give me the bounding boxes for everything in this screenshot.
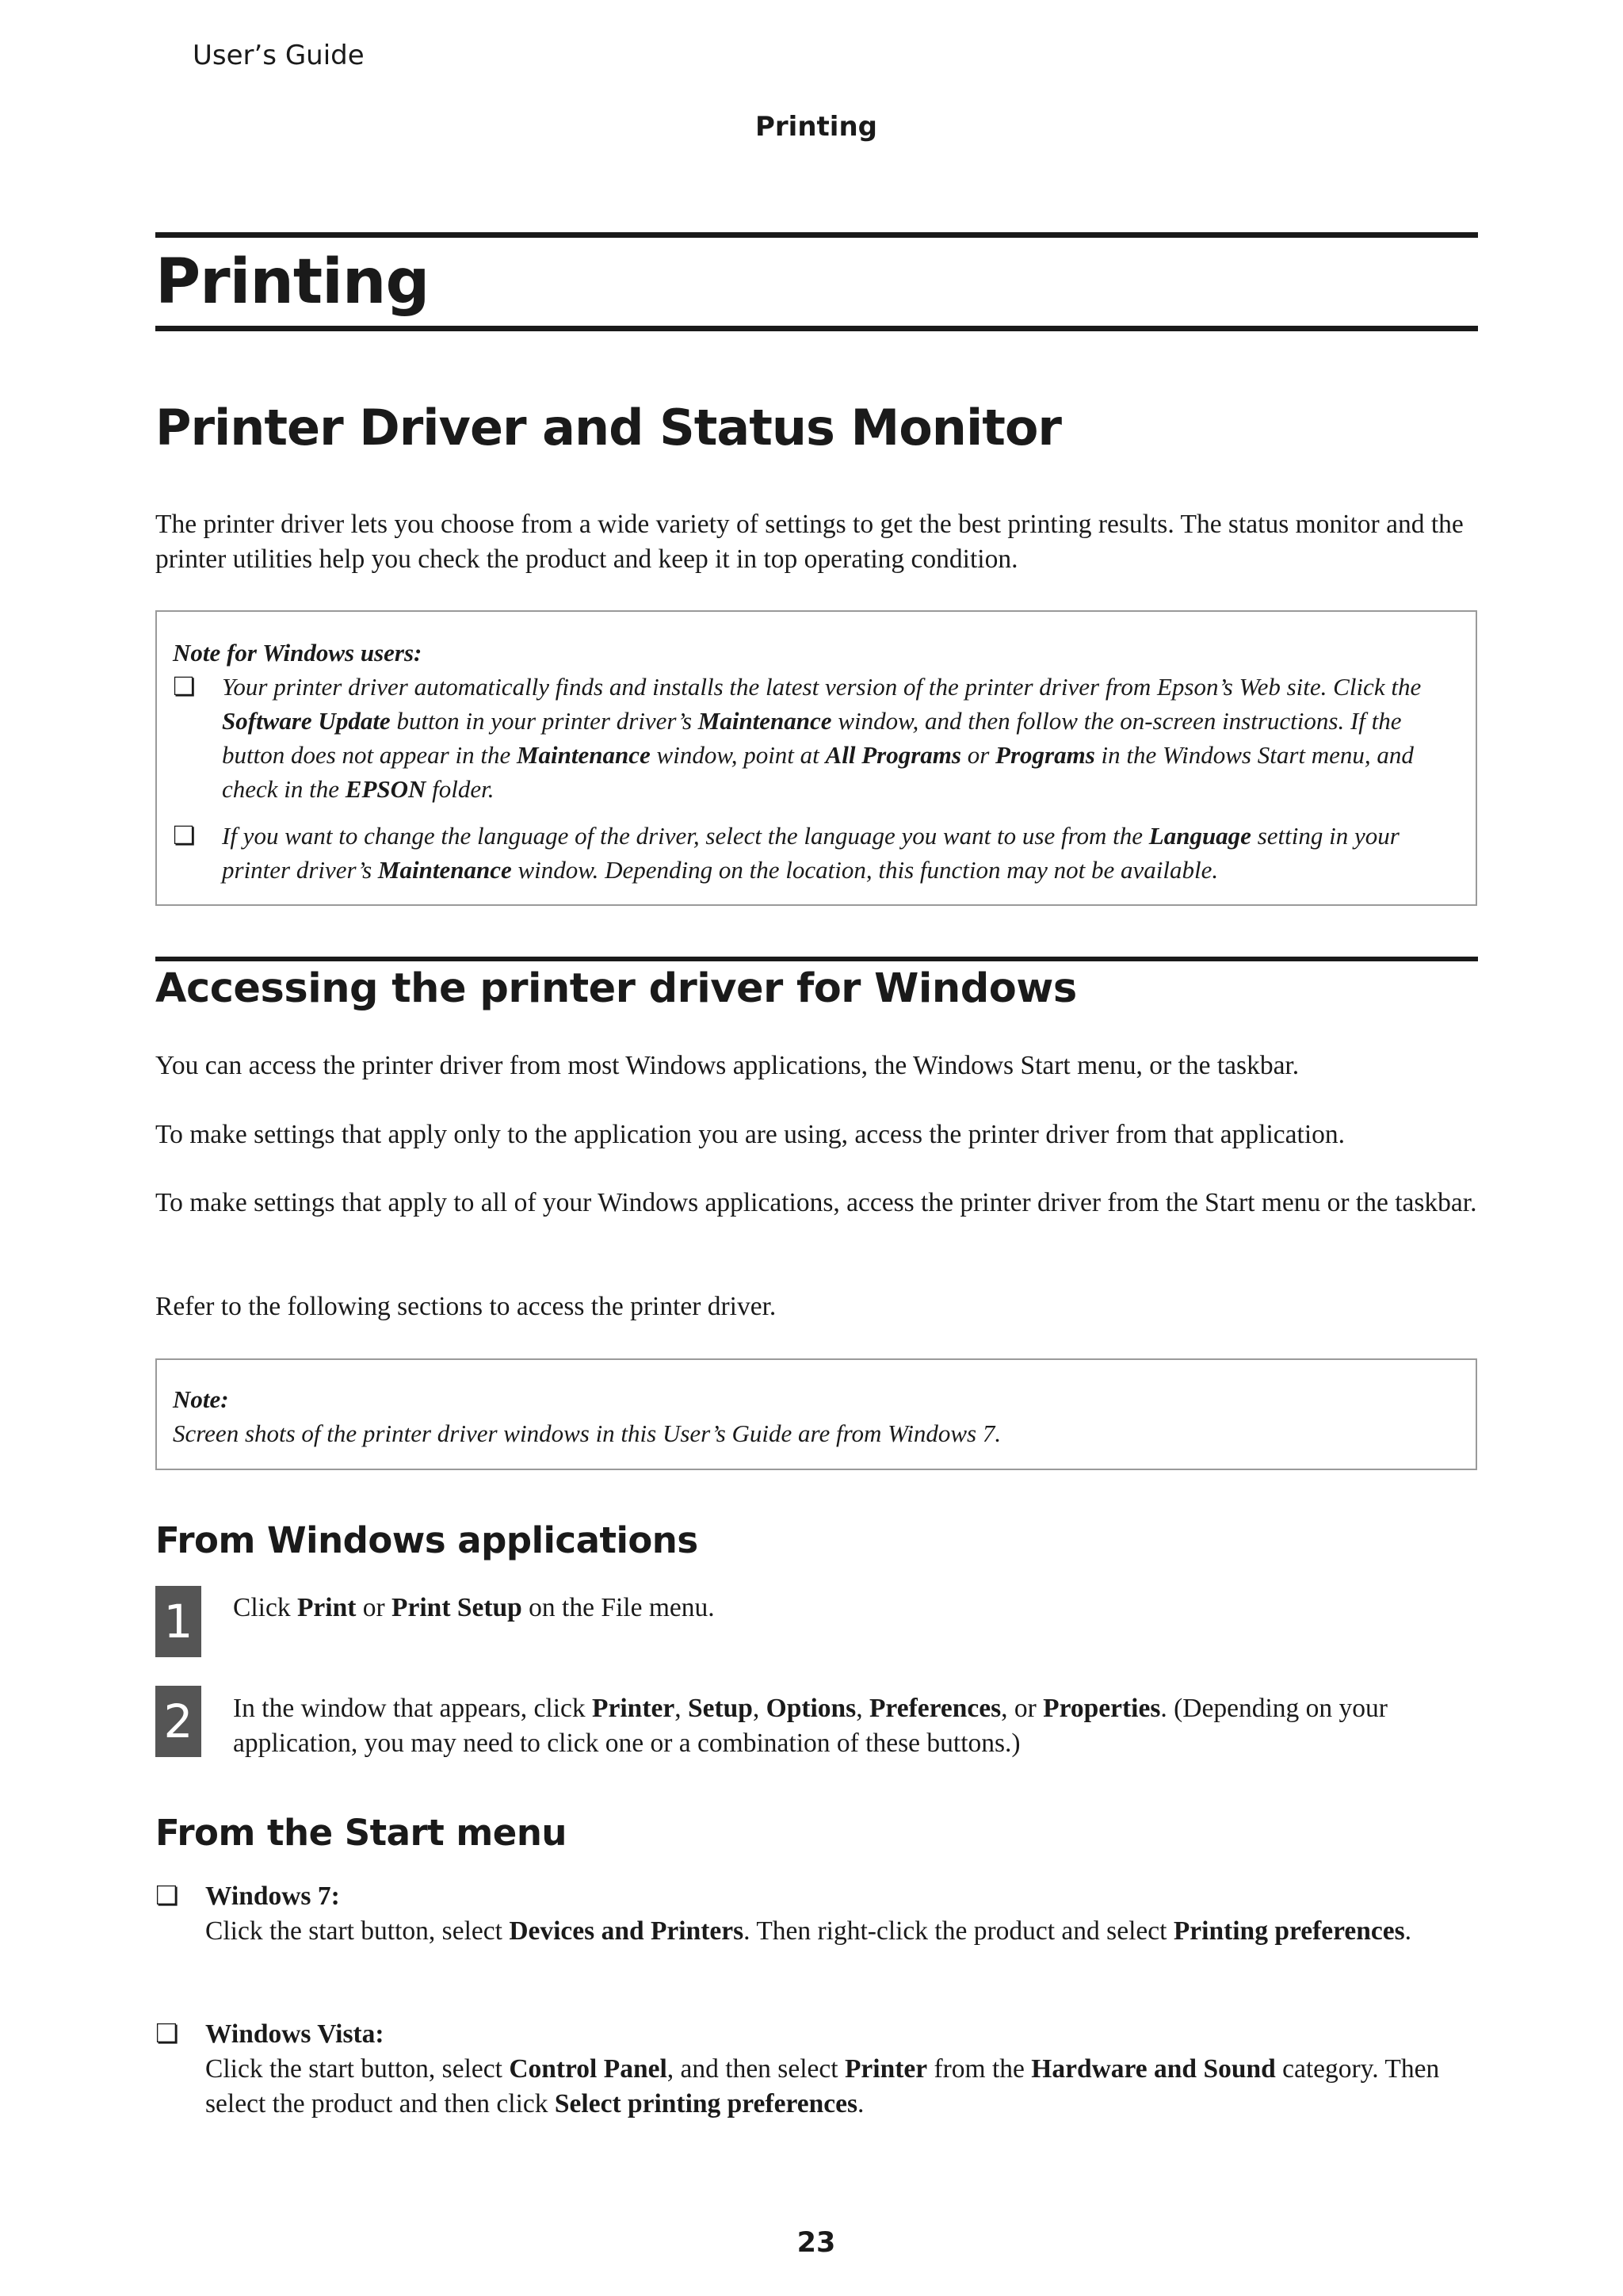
checkbox-bullet-icon: ❏ bbox=[173, 821, 196, 850]
step-number-badge: 1 bbox=[155, 1586, 201, 1657]
step-text: In the window that appears, click Printer, Setup, Options, Preferences, or Properties. (Depending on your application, you may need to click one or a combination of these buttons.) bbox=[233, 1694, 1388, 1758]
checkbox-bullet-icon: ❏ bbox=[155, 2020, 179, 2049]
note-title: Note: bbox=[173, 1385, 229, 1413]
paragraph: To make settings that apply only to the application you are using, access the printer driver from that application. bbox=[155, 1120, 1346, 1149]
windows-users-note-box bbox=[155, 610, 1477, 906]
step-text: Click Print or Print Setup on the File menu. bbox=[233, 1593, 715, 1622]
list-item-windows-7: Windows 7: Click the start button, select Devices and Printers. Then right-click the product and select Printing preferences. bbox=[205, 1881, 1412, 1946]
note-item-text: If you want to change the language of the driver, select the language you want to use from the Language setting in your printer driver’s Maintenance window. Depending on the location, this function may not be available. bbox=[222, 822, 1400, 884]
chapter-title: Printing bbox=[155, 246, 430, 318]
paragraph: Refer to the following sections to access the printer driver. bbox=[155, 1292, 777, 1321]
paragraph: You can access the printer driver from most Windows applications, the Windows Start menu, or the taskbar. bbox=[155, 1051, 1300, 1080]
subheading-from-windows-applications: From Windows applications bbox=[155, 1519, 698, 1561]
note-text: Screen shots of the printer driver windows in this User’s Guide are from Windows 7. bbox=[173, 1419, 1002, 1447]
list-item-windows-vista: Windows Vista: Click the start button, select Control Panel, and then select Printer from the Hardware and Sound category. Then select the product and then click Select printing preferences. bbox=[205, 2019, 1440, 2118]
subsection-heading: Accessing the printer driver for Windows bbox=[155, 965, 1077, 1012]
note-item-text: Your printer driver automatically finds and installs the latest version of the printer driver from Epson’s Web site. Click the Software Update button in your printer driver’s Maintenance window, and then follow the on-screen instructions. If the button does not appear in the Maintenance window, point at All Programs or Programs in the Windows Start menu, and check in the EPSON folder. bbox=[222, 673, 1422, 803]
step-number-badge: 2 bbox=[155, 1686, 201, 1757]
chapter-bottom-rule bbox=[155, 326, 1478, 331]
checkbox-bullet-icon: ❏ bbox=[173, 672, 196, 701]
running-header-section-title: Printing bbox=[755, 111, 877, 143]
running-header-guide-title: User’s Guide bbox=[193, 40, 365, 71]
subheading-from-start-menu: From the Start menu bbox=[155, 1812, 567, 1854]
intro-paragraph: The printer driver lets you choose from a wide variety of settings to get the best printing results. The status monitor and the printer utilities help you check the product and keep it in top operating condition. bbox=[155, 510, 1464, 574]
paragraph: To make settings that apply to all of your Windows applications, access the printer driver from the Start menu or the taskbar. bbox=[155, 1188, 1477, 1217]
page-number: 23 bbox=[796, 2227, 836, 2259]
screenshot-note-box bbox=[155, 1358, 1477, 1470]
section-heading: Printer Driver and Status Monitor bbox=[155, 399, 1062, 457]
note-title: Note for Windows users: bbox=[173, 639, 422, 667]
chapter-top-rule bbox=[155, 232, 1478, 238]
checkbox-bullet-icon: ❏ bbox=[155, 1882, 179, 1911]
